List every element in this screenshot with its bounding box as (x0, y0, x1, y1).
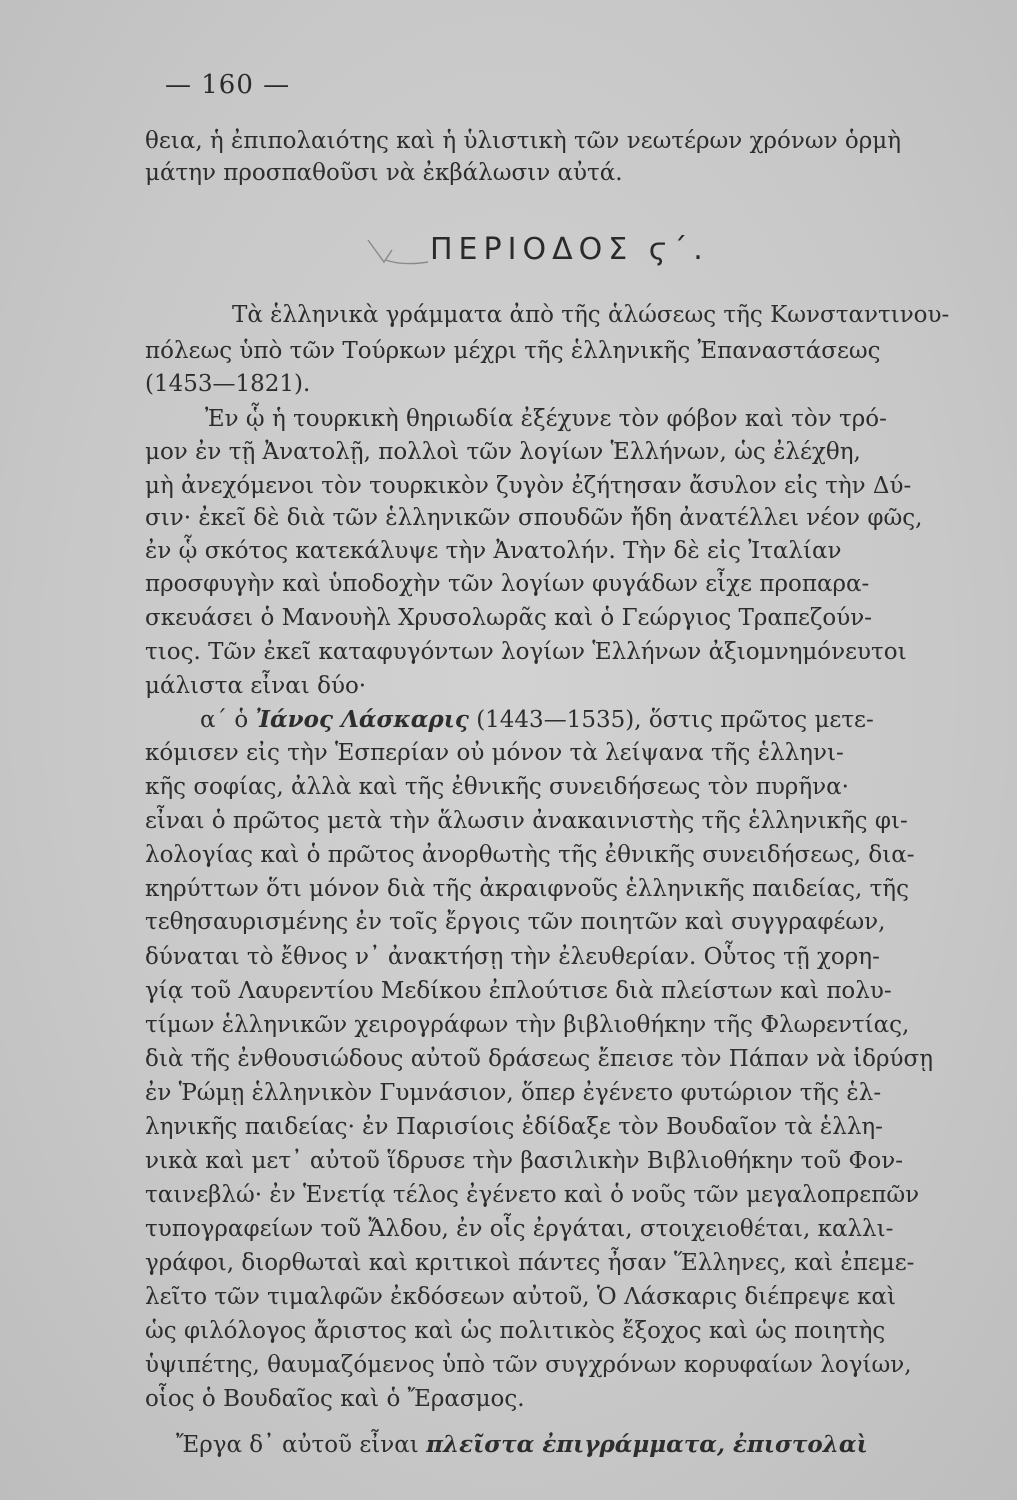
text-line: λεῖτο τῶν τιμαλφῶν ἐκδόσεων αὐτοῦ, Ὁ Λάσκαρις διέπρεψε καὶ (145, 1284, 896, 1310)
section-title: ΠΕΡΙΟΔΟΣ ϛ΄. (430, 232, 709, 267)
text-line: τίμων ἑλληνικῶν χειρογράφων τὴν βιβλιοθήκην τῆς Φλωρεντίας, (145, 1012, 910, 1038)
text-line: γίᾳ τοῦ Λαυρεντίου Μεδίκου ἐπλούτισε διὰ πλείστων καὶ πολυ- (145, 978, 892, 1004)
page-number: — 160 — (165, 70, 291, 100)
text-line: οἷος ὁ Βουδαῖος καὶ ὁ Ἔρασμος. (145, 1386, 525, 1412)
text-line: σιν· ἐκεῖ δὲ διὰ τῶν ἑλληνικῶν σπουδῶν ἤδη ἀνατέλλει νέον φῶς, (145, 505, 923, 531)
text-line: κηρύττων ὅτι μόνον διὰ τῆς ἀκραιφνοῦς ἑλληνικῆς παιδείας, τῆς (145, 876, 909, 902)
text-line: (1453—1821). (145, 371, 311, 397)
text-line (176, 1430, 868, 1460)
text-line: διὰ τῆς ἐνθουσιώδους αὐτοῦ δράσεως ἔπεισε τὸν Πάπαν νὰ ἱδρύσῃ (145, 1046, 933, 1072)
text-line: λολογίας καὶ ὁ πρῶτος ἀνορθωτὴς τῆς ἐθνικῆς συνειδήσεως, δια- (145, 842, 915, 868)
text-span: Ἔργα δ᾽ αὐτοῦ εἶναι (176, 1432, 419, 1458)
text-line: κῆς σοφίας, ἀλλὰ καὶ τῆς ἐθνικῆς συνειδήσεως τὸν πυρῆνα· (145, 774, 849, 800)
text-line: κόμισεν εἰς τὴν Ἑσπερίαν οὐ μόνον τὰ λείψανα τῆς ἑλληνι- (145, 740, 844, 766)
person-name-emphasis: Ἰάνος Λάσκαρις (255, 706, 469, 733)
text-line: δύναται τὸ ἔθνος ν᾽ ἀνακτήσῃ τὴν ἐλευθερίαν. Οὗτος τῇ χορη- (145, 944, 880, 970)
emphasis-span: πλεῖστα ἐπιγράμματα, ἐπιστολαὶ (426, 1431, 868, 1458)
text-line: θεια, ἡ ἐπιπολαιότης καὶ ἡ ὑλιστικὴ τῶν νεωτέρων χρόνων ὁρμὴ (145, 128, 902, 154)
text-line: Ἐν ᾧ ἡ τουρκικὴ θηριωδία ἐξέχυνε τὸν φόβον καὶ τὸν τρό- (205, 406, 887, 432)
text-line: σκευάσει ὁ Μανουὴλ Χρυσολωρᾶς καὶ ὁ Γεώργιος Τραπεζούν- (145, 605, 872, 631)
text-line: μον ἐν τῇ Ἀνατολῇ, πολλοὶ τῶν λογίων Ἑλλήνων, ὡς ἐλέχθη, (145, 439, 861, 465)
text-line: γράφοι, διορθωταὶ καὶ κριτικοὶ πάντες ἦσαν Ἕλληνες, καὶ ἐπεμε- (145, 1250, 915, 1276)
text-line: προσφυγὴν καὶ ὑποδοχὴν τῶν λογίων φυγάδων εἶχε προπαρα- (145, 571, 870, 597)
text-line: τιος. Τῶν ἐκεῖ καταφυγόντων λογίων Ἑλλήνων ἀξιομνημόνευτοι (145, 639, 907, 665)
enumeration-label: α΄ ὁ (200, 707, 249, 733)
pencil-mark-icon (362, 232, 432, 272)
text-span: (1443—1535), ὅστις πρῶτος μετε- (476, 707, 874, 733)
text-line: ὑψιπέτης, θαυμαζόμενος ὑπὸ τῶν συγχρόνων κορυφαίων λογίων, (145, 1352, 912, 1378)
text-line: τεθησαυρισμένης ἐν τοῖς ἔργοις τῶν ποιητῶν καὶ συγγραφέων, (145, 909, 886, 935)
text-line: εἶναι ὁ πρῶτος μετὰ τὴν ἅλωσιν ἀνακαινιστὴς τῆς ἑλληνικῆς φι- (145, 808, 908, 834)
text-line: τυπογραφείων τοῦ Ἄλδου, ἐν οἷς ἐργάται, στοιχειοθέται, καλλι- (145, 1216, 894, 1242)
text-line: ταινεβλώ· ἐν Ἑνετίᾳ τέλος ἐγένετο καὶ ὁ νοῦς τῶν μεγαλοπρεπῶν (145, 1182, 920, 1208)
text-line: μάλιστα εἶναι δύο· (145, 673, 367, 699)
text-line: ληνικῆς παιδείας· ἐν Παρισίοις ἐδίδαξε τὸν Βουδαῖον τὰ ἑλλη- (145, 1114, 883, 1140)
text-line: ἐν Ῥώμῃ ἑλληνικὸν Γυμνάσιον, ὅπερ ἐγένετο φυτώριον τῆς ἑλ- (145, 1080, 882, 1106)
text-line: πόλεως ὑπὸ τῶν Τούρκων μέχρι τῆς ἑλληνικῆς Ἐπαναστάσεως (145, 338, 881, 364)
text-line: ὡς φιλόλογος ἄριστος καὶ ὡς πολιτικὸς ἔξοχος καὶ ὡς ποιητὴς (145, 1318, 886, 1344)
text-line: νικὰ καὶ μετ᾽ αὐτοῦ ἵδρυσε τὴν βασιλικὴν Βιβλιοθήκην τοῦ Φον- (145, 1148, 903, 1174)
text-line: Τὰ ἑλληνικὰ γράμματα ἀπὸ τῆς ἁλώσεως τῆς Κωνσταντινου- (232, 302, 950, 328)
text-line (200, 705, 874, 735)
text-line: μάτην προσπαθοῦσι νὰ ἐκβάλωσιν αὐτά. (145, 160, 623, 186)
text-line: ἐν ᾧ σκότος κατεκάλυψε τὴν Ἀνατολήν. Τὴν δὲ εἰς Ἰταλίαν (145, 538, 842, 564)
text-line: μὴ ἀνεχόμενοι τὸν τουρκικὸν ζυγὸν ἐζήτησαν ἄσυλον εἰς τὴν Δύ- (145, 473, 912, 499)
